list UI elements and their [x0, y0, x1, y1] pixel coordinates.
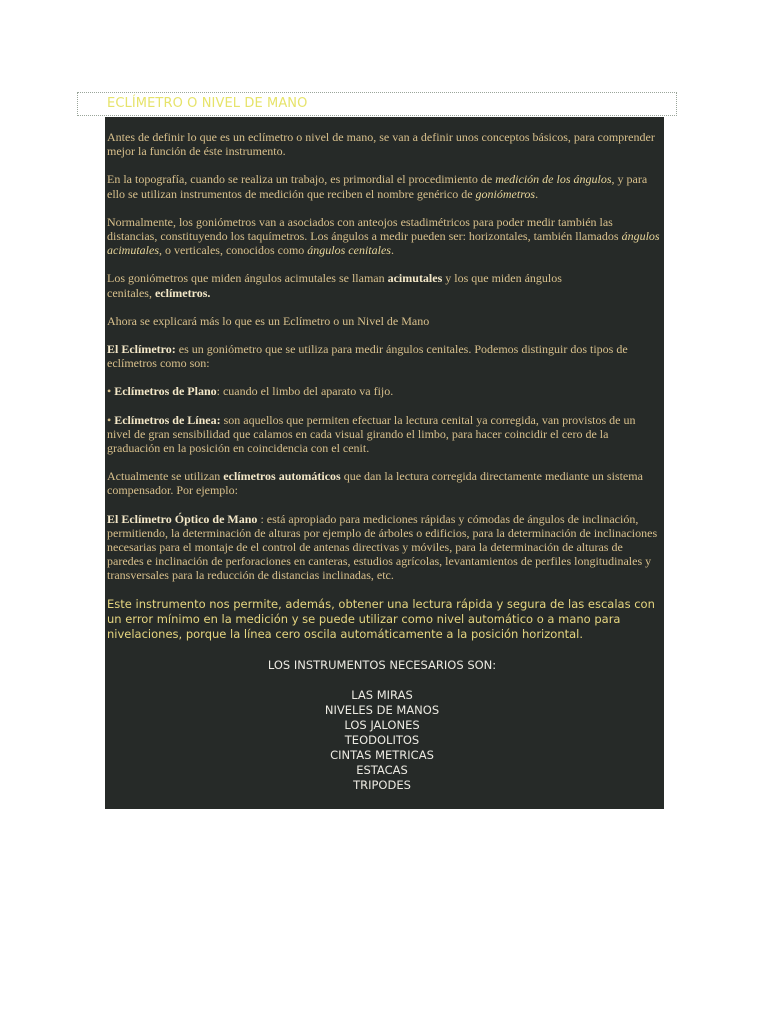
automaticos-paragraph: [107, 469, 661, 497]
bold-text: Eclímetros de Plano: [114, 384, 217, 399]
text-segment: En la topografía, cuando se realiza un trabajo, es primordial el procedimiento de: [107, 172, 496, 187]
text-segment: .: [390, 243, 394, 258]
bold-text: El Eclímetro:: [107, 342, 176, 357]
list-item: TEODOLITOS: [344, 732, 420, 747]
text-segment: Normalmente, los goniómetros van a asociados con anteojos estadimétricos para poder medir también las distancias, constituyendo los taquímetros. Los ángulos a medir pueden ser: horizontales, también llamados: [107, 214, 622, 244]
list-item: TRIPODES: [353, 777, 411, 792]
list-item: NIVELES DE MANOS: [324, 702, 440, 717]
explanation-paragraph: Ahora se explicará más lo que es un Eclímetro o un Nivel de Mano: [107, 313, 430, 328]
text-segment: cenitales,: [107, 285, 155, 300]
emphasis-text: goniómetros: [475, 186, 536, 201]
instruments-list: [107, 658, 657, 793]
text-segment: : está apropiado para mediciones rápidas y cómodas de ángulos de inclinación, permitiendo, la determinación de alturas por ejemplo de árboles o edificios, para la determinación de inclinaciones necesarias para el montaje de el control de antenas directivas y móviles, para la determinación de alturas de paredes e inclinación de perforaciones en canteras, estudios agrícolas, levantamientos de perfiles longitudinales y transversales para la reducción de distancias inclinadas, etc.: [107, 511, 658, 583]
bold-text: Eclímetros de Línea:: [114, 412, 221, 427]
emphasis-text: ángulos acimutales: [107, 229, 660, 258]
optico-paragraph: [107, 512, 661, 583]
bullet: •: [107, 412, 115, 427]
list-item: CINTAS METRICAS: [330, 747, 434, 762]
text-segment: que dan la lectura corregida directamente mediante un sistema compensador. Por ejemplo:: [107, 469, 643, 498]
content-panel: [105, 117, 664, 809]
intro-paragraph: Antes de definir lo que es un eclímetro o nivel de mano, se van a definir unos conceptos básicos, para comprender mejor la función de éste instrumento.: [107, 130, 655, 159]
bold-text: El Eclímetro Óptico de Mano: [107, 511, 258, 526]
title-box: [77, 92, 677, 116]
list-item: LAS MIRAS: [351, 687, 413, 702]
list-item: LOS JALONES: [344, 717, 420, 732]
eclimetro-definition: [107, 342, 661, 370]
instrument-paragraph: Este instrumento nos permite, además, obtener una lectura rápida y segura de las escalas con un error mínimo en la medición y se puede utilizar como nivel automático o a mano para nivelaciones, porque la línea cero oscila automáticamente a la posición horizontal.: [107, 596, 655, 641]
acimutales-paragraph: [107, 271, 661, 299]
goniometers-paragraph: [107, 215, 661, 258]
text-segment: es un goniómetro que se utiliza para medir ángulos cenitales. Podemos distinguir dos tipos de eclímetros como son:: [107, 342, 628, 371]
text-segment: Los goniómetros que miden ángulos acimutales se llaman: [107, 271, 388, 286]
plano-item: [107, 384, 661, 398]
page-title: ECLÍMETRO O NIVEL DE MANO: [107, 96, 308, 111]
bold-text: eclímetros automáticos: [223, 469, 341, 484]
text-segment: , o verticales, conocidos como: [159, 243, 308, 258]
bold-text: acimutales: [387, 271, 443, 286]
text-segment: , y para ello se utilizan instrumentos de medición que reciben el nombre genérico de: [107, 172, 648, 201]
text-segment: Actualmente se utilizan: [107, 469, 224, 484]
text-segment: .: [535, 186, 539, 201]
emphasis-text: medición de los ángulos: [495, 172, 612, 187]
topography-paragraph: [107, 172, 661, 200]
emphasis-text: ángulos cenitales: [307, 243, 391, 258]
text-segment: y los que miden ángulos: [442, 271, 562, 286]
list-item: ESTACAS: [356, 762, 408, 777]
text-segment: : cuando el limbo del aparato va fijo.: [216, 384, 394, 399]
text-segment: son aquellos que permiten efectuar la lectura cenital ya corregida, van provistos de un nivel de gran sensibilidad que calamos en cada visual girando el limbo, para hacer coincidir el cero de la graduación en la posición en coincidencia con el cenit.: [107, 412, 636, 456]
bold-text: eclímetros.: [154, 285, 211, 300]
instruments-heading: LOS INSTRUMENTOS NECESARIOS SON:: [267, 657, 497, 672]
linea-item: [107, 413, 661, 456]
bullet: •: [107, 384, 115, 399]
